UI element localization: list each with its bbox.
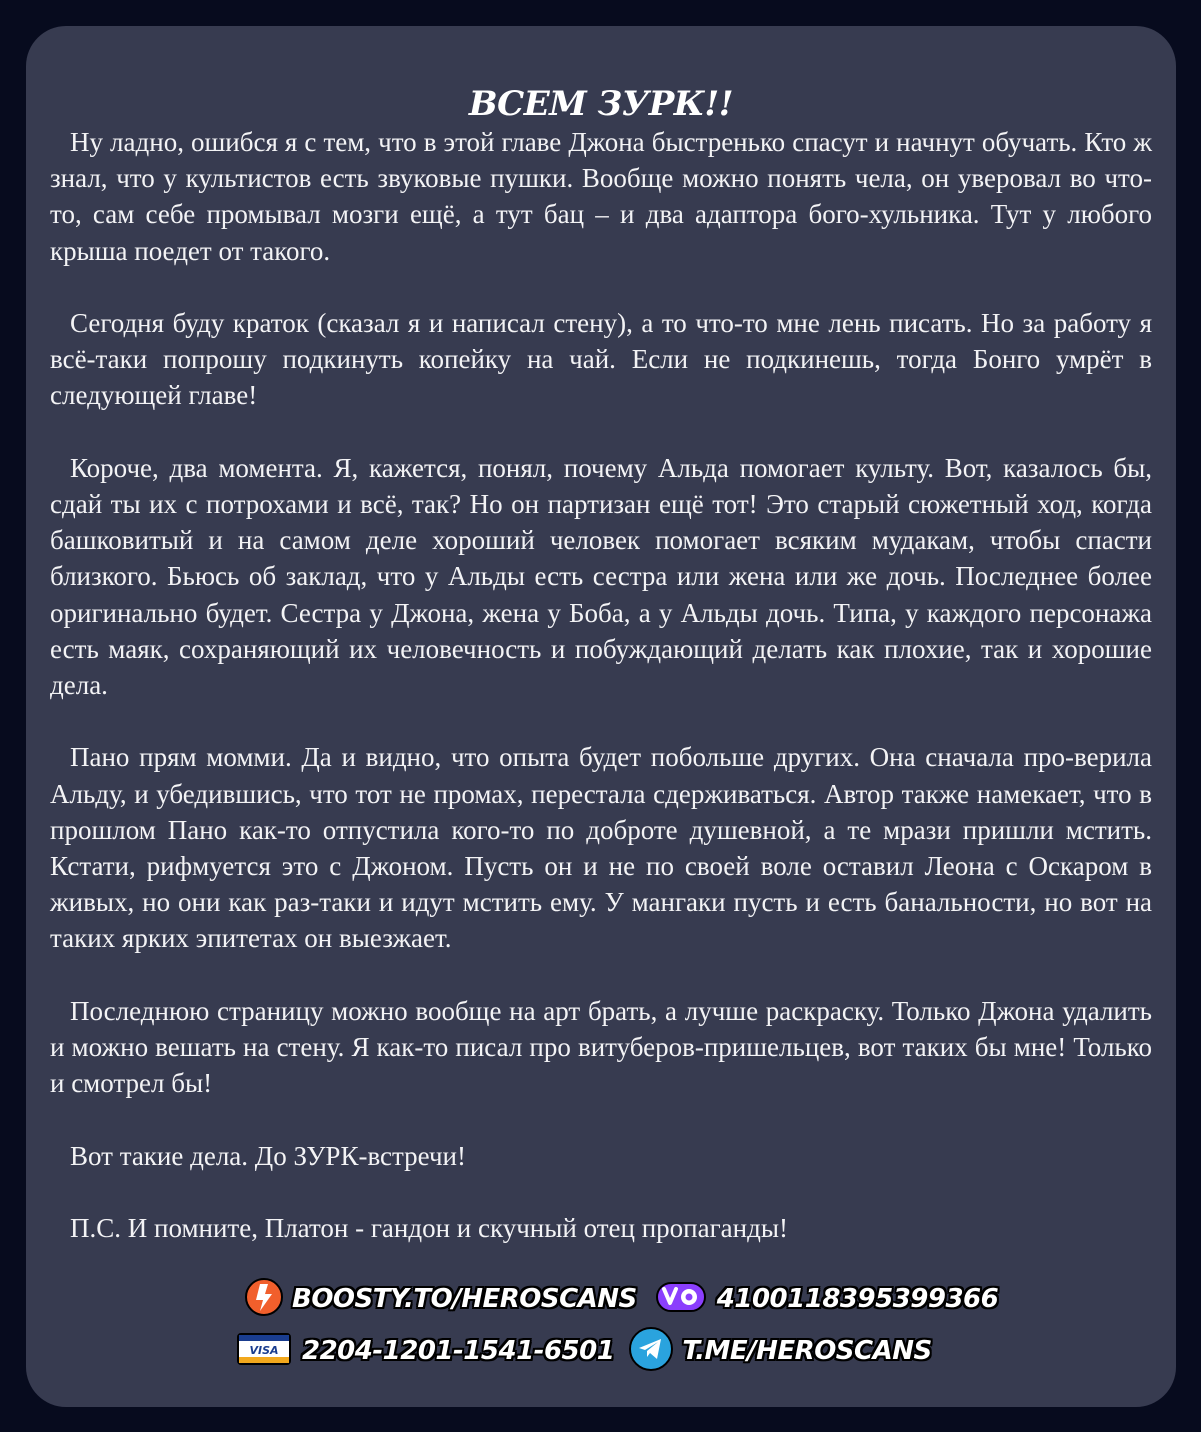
card-number: 2204-1201-1541-6501 bbox=[302, 1336, 615, 1366]
yoomoney-icon bbox=[655, 1279, 707, 1319]
page-title: ВСЕМ ЗУРК!! bbox=[468, 84, 734, 124]
paragraph: Сегодня буду краток (сказал я и написал стену), а то что-то мне лень писать. Но за работу я всё-таки попрошу подкинуть копейку на чай. Если не подкинешь, тогда Бонго умрёт в следующей главе! bbox=[50, 308, 1152, 411]
paragraph: Вот такие дела. До ЗУРК-встречи! bbox=[70, 1140, 466, 1171]
paragraph: Ну ладно, ошибся я с тем, что в этой главе Джона быстренько спасут и начнут обучать. Кто ж знал, что у культистов есть звуковые пушки. Вообще можно понять чела, он уверовал во что-то, сам себе промывал мозги ещё, а тут бац – и два адаптора бого-хульника. Тут у любого крыша поедет от такого. bbox=[50, 127, 1152, 266]
telegram-link-label: T.ME/HEROSCANS bbox=[682, 1336, 932, 1366]
visa-card-link[interactable] bbox=[236, 1331, 614, 1371]
boosty-icon bbox=[244, 1276, 284, 1322]
paragraph: Короче, два момента. Я, кажется, понял, почему Альда помогает культу. Вот, казалось бы, сдай ты их с потрохами и всё, так? Но он партизан ещё тот! Это старый сюжетный ход, когда башковитый и на самом деле хороший человек помогает всяким мудакам, чтобы спасти близкого. Бьюсь об заклад, что у Альды есть сестра или жена или же дочь. Последнее более оригинально будет. Сестра у Джона, жена у Боба, а у Альды дочь. Типа, у каждого персонажа есть маяк, сохраняющий их человечность и побуждающий делать как плохие, так и хорошие дела. bbox=[50, 452, 1152, 701]
notes-card bbox=[26, 26, 1176, 1407]
yoomoney-link[interactable] bbox=[655, 1279, 998, 1319]
support-links-row-2 bbox=[236, 1326, 932, 1376]
paragraph: Последнюю страницу можно вообще на арт брать, а лучше раскраску. Только Джона удалить и можно вешать на стену. Я как-то писал про витуберов-пришельцев, вот таких бы мне! Только и смотрел бы! bbox=[50, 995, 1152, 1099]
boosty-link-label: BOOSTY.TO/HEROSCANS bbox=[292, 1284, 637, 1314]
paragraph: П.С. И помните, Платон - гандон и скучный отец пропаганды! bbox=[70, 1213, 788, 1243]
telegram-icon bbox=[628, 1326, 674, 1376]
support-links-row-1 bbox=[244, 1276, 998, 1322]
yoomoney-wallet-number: 4100118395399366 bbox=[716, 1284, 999, 1314]
paragraph: Пано прям момми. Да и видно, что опыта будет побольше других. Она сначала про-верила Альду, и убедившись, что тот не промах, перестала сдерживаться. Автор также намекает, что в прошлом Пано как-то отпустила кого-то по доброте душевной, а те мрази пришли мстить. Кстати, рифмуется это с Джоном. Пусть он и не по своей воле оставил Леона с Оскаром в живых, но они как раз-таки и идут мстить ему. У мангаки пусть и есть банальности, но вот на таких ярких эпитетах он выезжает. bbox=[50, 742, 1152, 954]
telegram-link[interactable] bbox=[628, 1326, 931, 1376]
svg-text:VISA: VISA bbox=[249, 1344, 279, 1357]
notes-body bbox=[50, 124, 1152, 1282]
visa-card-icon bbox=[236, 1331, 292, 1371]
boosty-link[interactable] bbox=[244, 1276, 637, 1322]
